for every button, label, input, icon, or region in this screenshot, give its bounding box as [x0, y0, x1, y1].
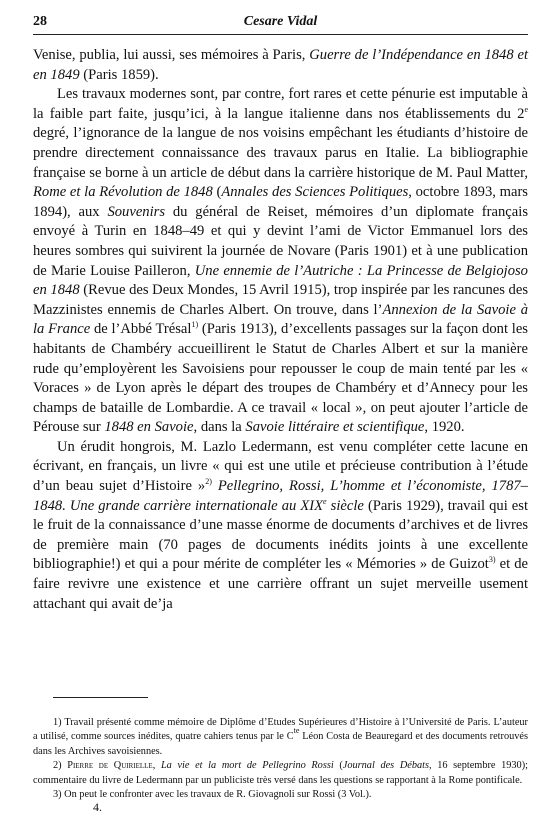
text-run: et de faire revivre une existence et une carrière offrant un sujet merveille usement attachant qui avait de’ja — [33, 556, 528, 612]
superscript: 1) — [191, 320, 199, 330]
text-run: , octobre 1893, mars 1894), aux — [33, 184, 528, 220]
italic-text: La vie et la mort de Pellegrino Rossi — [160, 760, 334, 772]
italic-text: Annales des Sciences Politiques — [221, 184, 409, 201]
superscript: te — [293, 726, 300, 736]
running-head: Cesare Vidal — [243, 14, 318, 29]
paragraph-3 — [33, 438, 528, 614]
footnote-3 — [33, 788, 528, 802]
text-run: , dans la — [193, 419, 246, 436]
text-run: 2) — [53, 760, 68, 772]
superscript: 3) — [488, 555, 496, 565]
text-run: , — [152, 760, 161, 772]
italic-text: Souvenirs — [107, 203, 166, 220]
footnotes — [33, 716, 528, 802]
text-run: , 16 septembre 1930); commentaire du livre de Ledermann par un publiciste très versé dans les questions se rapportant à la Rome pontificale. — [33, 760, 528, 786]
italic-text: Pellegrino, Rossi, L’homme et l’économiste, 1787–1848. Une grande carrière internationale au XIX — [33, 478, 528, 514]
italic-text: Une ennemie de l’Autriche : La Princesse de Belgiojoso en 1848 — [33, 262, 528, 299]
superscript: 2) — [205, 477, 212, 487]
italic-text: Journal des Débats — [342, 760, 429, 772]
text-run: Léon Costa de Beauregard et des documents retrouvés dans les Archives savoisiennes. — [33, 731, 528, 757]
text-run: (Paris 1929), travail qui est le fruit de la connaissance d’une masse énorme de documents d’archives et de livres de première main (70 pages de documents inédits joints à une excellente bibliographie!) et qui a pour mérite de compléter les « Mémories » de Guizot — [33, 497, 529, 573]
text-run: degré, l’ignorance de la langue de nos voisins empêchant les étudiants d’histoire de prendre directement connaissance des travaux parus en Italie. La bibliographie française se borne à un article de début dans la carrière historique de M. Paul Matter, — [33, 125, 528, 181]
italic-text: Annexion de la Savoie à la France — [33, 301, 529, 338]
text-run: Les travaux modernes sont, par contre, fort rares et cette pénurie est imputable à la faible part faite, jusqu’ici, à la langue italienne dans nos établissements du 2 — [33, 86, 528, 122]
footnote-2 — [33, 759, 528, 788]
text-run: Pierre de Quirielle — [67, 760, 153, 772]
text-run: ( — [212, 184, 222, 201]
text-run: ( — [333, 760, 343, 772]
superscript: e — [323, 496, 327, 506]
superscript: e — [524, 104, 528, 114]
text-run: 3) On peut le confronter avec les travaux de R. Giovagnoli sur Rossi (3 Vol.). — [53, 789, 372, 801]
italic-text: Savoie littéraire et scientifique — [245, 419, 425, 436]
italic-text: siècle — [326, 497, 364, 514]
text-run: (Revue des Deux Mondes, 15 Avril 1915), trop inspirée par les rancunes des Mazzinistes ennemis de Charles Albert. On trouve, dans l’ — [33, 282, 529, 318]
text-run: , 1920. — [424, 419, 465, 436]
text-run: (Paris 1859). — [79, 66, 159, 83]
footnote-1 — [33, 716, 528, 759]
body-text — [33, 46, 528, 614]
text-run: Venise, publia, lui aussi, ses mémoires à Paris, — [33, 47, 310, 63]
italic-text: Guerre de l’Indépendance en 1848 et en 1849 — [33, 47, 528, 83]
italic-text: Rome et la Révolution de 1848 — [33, 184, 213, 201]
page-mark: 4. — [93, 800, 102, 814]
text-run: 1) Travail présenté comme mémoire de Diplôme d’Etudes Supérieures d’Histoire à l’Université de Paris. L’auteur a utilisé, comme sources inédites, quatre cahiers tenus par le C — [33, 717, 528, 743]
italic-text: 1848 en Savoie — [104, 419, 194, 436]
page-header — [33, 14, 528, 36]
text-run: Un érudit hongrois, M. Lazlo Ledermann, est venu compléter cette lacune en écrivant, en français, un livre « qui est une utile et précieuse contribution à l’étude d’un beau sujet d’Histoire » — [33, 438, 528, 495]
text-run: du général de Reiset, mémoires d’un diplomate français envoyé à Turin en 1848–49 et qui y devint l’ami de Victor Emmanuel lors des heures sombres qui suivirent la journée de Novare (Paris 1901) et à une publication de Marie Louise Pailleron, — [33, 203, 528, 279]
page-number: 28 — [33, 14, 47, 29]
text-run: (Paris 1913), d’excellents passages sur la façon dont les habitants de Chambéry accueillirent le Statut de Charles Albert et sur la manière rude qu’employèrent les Savoisiens pour repousser le coup de main tenté par les « Voraces » de Lyon après le départ des troupes de Chambéry et d’Annecy pour les champs de bataille de Lombardie. A ce travail « local », on peut ajouter l’article de Pérouse sur — [33, 321, 528, 436]
paragraph-2 — [33, 85, 528, 438]
text-run: de l’Abbé Trésal — [90, 321, 192, 338]
header-rule — [33, 34, 528, 35]
paragraph-1 — [33, 46, 528, 85]
footnote-rule — [53, 697, 148, 698]
